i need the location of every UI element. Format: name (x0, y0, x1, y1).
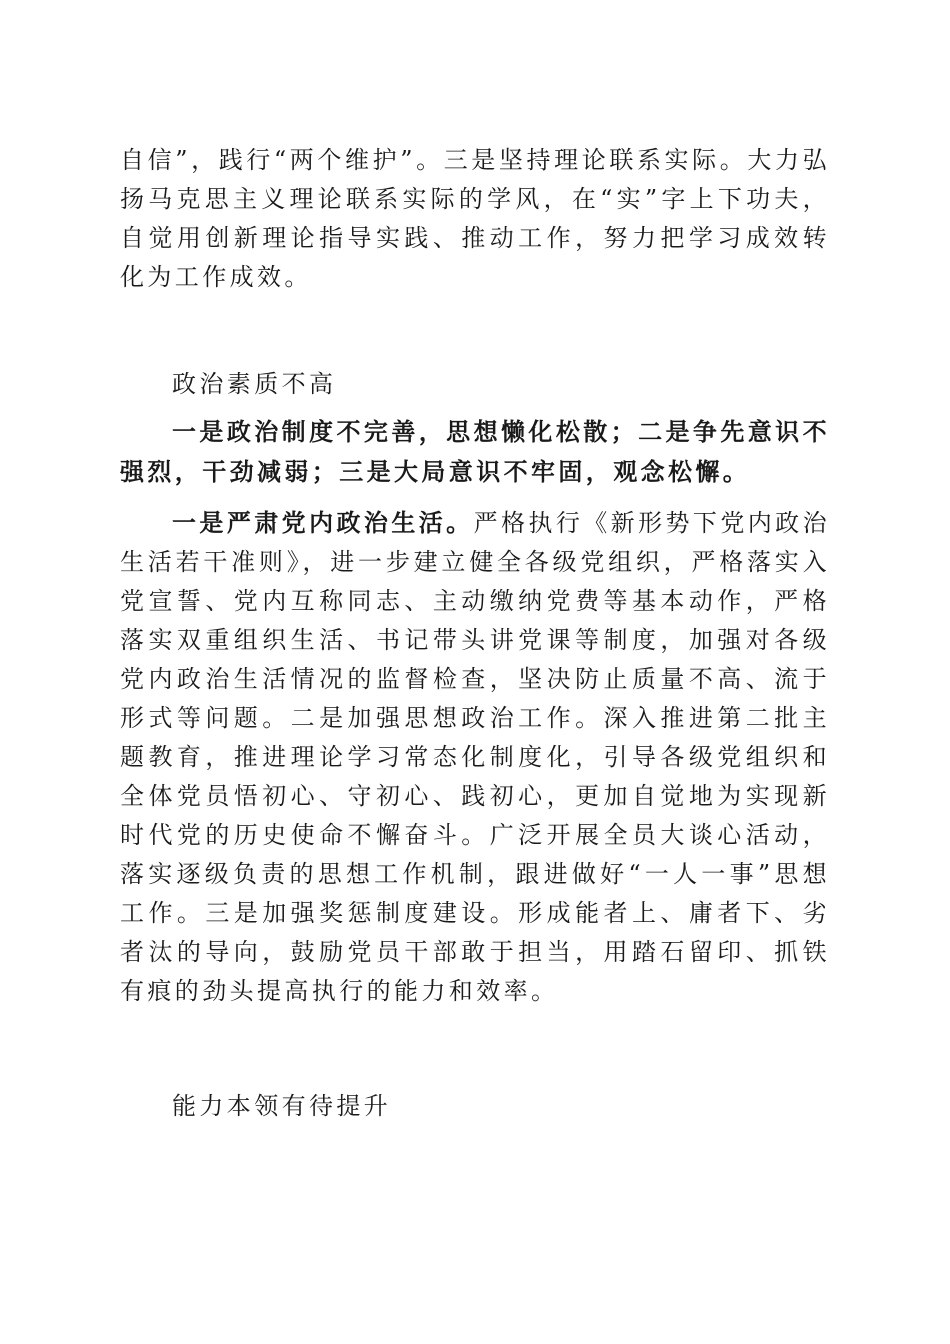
problems-text: 一是政治制度不完善，思想懒化松散；二是争先意识不强烈，干劲减弱；三是大局意识不牢固，观念松懈。 (120, 417, 830, 486)
measures-body: 严格执行《新形势下党内政治生活若干准则》，进一步建立健全各级党组织，严格落实入党宣誓、党内互称同志、主动缴纳党费等基本动作，严格落实双重组织生活、书记带头讲党课等制度，加强对各级党内政治生活情况的监督检查，坚决防止质量不高、流于形式等问题。二是加强思想政治工作。深入推进第二批主题教育，推进理论学习常态化制度化，引导各级党组织和全体党员悟初心、守初心、践初心，更加自觉地为实现新时代党的历史使命不懈奋斗。广泛开展全员大谈心活动，落实逐级负责的思想工作机制，跟进做好“一人一事”思想工作。三是加强奖惩制度建设。形成能者上、庸者下、劣者汰的导向，鼓励党员干部敢于担当，用踏石留印、抓铁有痕的劲头提高执行的能力和效率。 (120, 509, 830, 1005)
paragraph-theory-practice: 自信”，践行“两个维护”。三是坚持理论联系实际。大力弘扬马克思主义理论联系实际的学风，在“实”字上下功夫，自觉用创新理论指导实践、推动工作，努力把学习成效转化为工作成效。 (120, 146, 830, 291)
section-heading-political-quality: 政治素质不高 (172, 370, 337, 398)
paragraph-problems (120, 412, 830, 492)
section-heading-ability: 能力本领有待提升 (172, 1092, 392, 1120)
paragraph-measures (120, 503, 830, 1011)
measures-lead: 一是严肃党内政治生活。 (172, 508, 474, 537)
